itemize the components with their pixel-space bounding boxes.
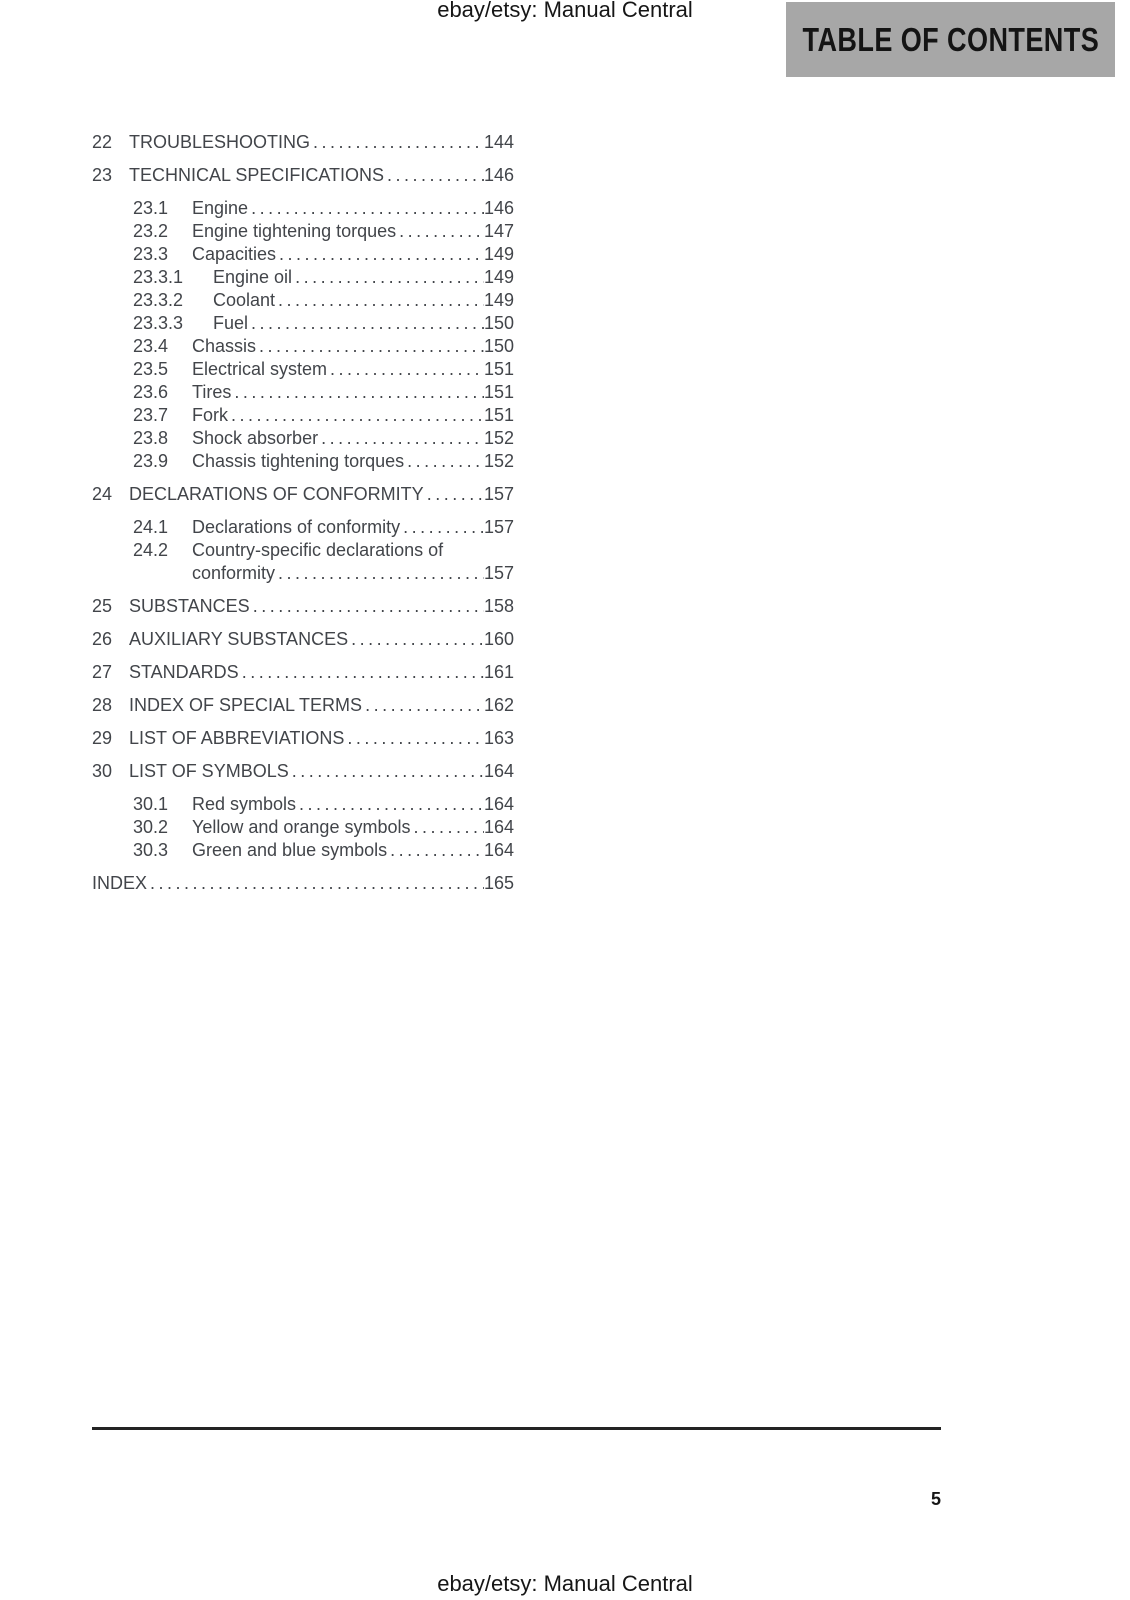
toc-entry-title: Green and blue symbols [192, 840, 388, 860]
toc-entry-page: 144 [483, 132, 514, 152]
toc-entry [92, 727, 514, 750]
toc-entry-page: 151 [483, 382, 514, 402]
toc-entry [92, 760, 514, 783]
toc-dot-leader [318, 427, 484, 450]
toc-dot-leader [275, 289, 484, 312]
toc-entry-title: Yellow and orange symbols [192, 817, 411, 837]
toc-dot-leader [310, 131, 484, 154]
toc-entry-number: 24.2 [133, 540, 169, 560]
toc-dot-leader [248, 197, 484, 220]
toc-entry [92, 450, 514, 473]
toc-entry-page: 161 [483, 662, 514, 682]
toc-entry-number: 23.2 [133, 221, 169, 241]
toc-entry [92, 312, 514, 335]
toc-entry-title: conformity [192, 563, 276, 583]
toc-dot-leader [276, 243, 484, 266]
toc-entry-page: 151 [483, 359, 514, 379]
toc-entry-title: Shock absorber [192, 428, 319, 448]
toc-dot-leader [231, 381, 484, 404]
toc-entry [92, 131, 514, 154]
toc-dot-leader [228, 404, 484, 427]
toc-entry-number: 23.3 [133, 244, 169, 264]
toc-dot-leader [292, 266, 484, 289]
toc-dot-leader [424, 483, 484, 506]
toc-entry [92, 793, 514, 816]
toc-entry-number: 23.3.1 [133, 267, 184, 287]
toc-entry-page: 165 [483, 873, 514, 893]
toc-entry [92, 839, 514, 862]
toc-entry-page: 150 [483, 336, 514, 356]
toc-entry [92, 404, 514, 427]
toc-entry-page: 149 [483, 244, 514, 264]
toc-entry-page: 158 [483, 596, 514, 616]
toc-entry-number: 27 [92, 662, 113, 682]
toc-entry-page: 164 [483, 840, 514, 860]
toc-entry [92, 661, 514, 684]
toc-dot-leader [239, 661, 484, 684]
toc-dot-leader [250, 595, 484, 618]
toc-entry-title: Fuel [213, 313, 249, 333]
toc-dot-leader [256, 335, 484, 358]
toc-entry-number: 22 [92, 132, 113, 152]
toc-entry-number: 23.4 [133, 336, 169, 356]
toc-dot-leader [404, 450, 484, 473]
toc-entry-title: AUXILIARY SUBSTANCES [129, 629, 349, 649]
toc-entry-title: Engine oil [213, 267, 293, 287]
toc-entry-title: Engine [192, 198, 249, 218]
toc-entry-title: Electrical system [192, 359, 328, 379]
toc-entry-page: 157 [483, 484, 514, 504]
toc-entry-page: 151 [483, 405, 514, 425]
toc-entry-title: Chassis tightening torques [192, 451, 405, 471]
page-header-title: ebay/etsy: Manual Central [437, 0, 693, 22]
toc-entry-title: LIST OF SYMBOLS [129, 761, 289, 781]
toc-dot-leader [289, 760, 484, 783]
toc-entry-title: TROUBLESHOOTING [129, 132, 311, 152]
toc-entry-page: 146 [483, 198, 514, 218]
toc-dot-leader [348, 628, 484, 651]
toc-entry-number: 23.7 [133, 405, 169, 425]
toc-dot-leader [344, 727, 484, 750]
toc-entry-number: 25 [92, 596, 113, 616]
toc-entry-page: 152 [483, 451, 514, 471]
toc-entry-title: SUBSTANCES [129, 596, 250, 616]
toc-entry [92, 694, 514, 717]
toc-dot-leader [384, 164, 484, 187]
toc-dot-leader [410, 816, 483, 839]
toc-dot-leader [327, 358, 484, 381]
toc-dot-leader [296, 793, 484, 816]
toc-entry-page: 149 [483, 267, 514, 287]
toc-entry-number: 24.1 [133, 517, 169, 537]
toc-dot-leader [248, 312, 484, 335]
toc-entry-title: STANDARDS [129, 662, 239, 682]
toc-entry-number: 23.8 [133, 428, 169, 448]
toc-entry [92, 539, 514, 585]
toc-entry-title: INDEX OF SPECIAL TERMS [129, 695, 363, 715]
toc-dot-leader [400, 516, 484, 539]
toc-entry-page: 160 [483, 629, 514, 649]
toc-entry-number: 23.1 [133, 198, 169, 218]
toc-entry-page: 164 [483, 794, 514, 814]
toc-entry-number: 28 [92, 695, 113, 715]
toc-entry [92, 483, 514, 506]
toc-entry [92, 243, 514, 266]
toc-entry [92, 358, 514, 381]
toc-dot-leader [396, 220, 484, 243]
toc-entry-page: 157 [483, 563, 514, 583]
toc-entry-title: TECHNICAL SPECIFICATIONS [129, 165, 385, 185]
toc-entry [92, 381, 514, 404]
toc-entry-number: 30.3 [133, 840, 169, 860]
toc-entry-page: 152 [483, 428, 514, 448]
toc-entry-number: 23.6 [133, 382, 169, 402]
toc-entry [92, 197, 514, 220]
toc-entry-number: 26 [92, 629, 113, 649]
toc-entry-number: 30.2 [133, 817, 169, 837]
toc-entry-number: 23 [92, 165, 113, 185]
toc-entry-number: 23.5 [133, 359, 169, 379]
toc-entry-title: Chassis [192, 336, 257, 356]
toc-entry-title: Red symbols [192, 794, 297, 814]
page-number: 5 [930, 1489, 941, 1509]
toc-entry [92, 628, 514, 651]
toc-entry [92, 595, 514, 618]
page-footer-title: ebay/etsy: Manual Central [437, 1571, 693, 1596]
toc-entry [92, 516, 514, 539]
toc-entry-title: INDEX [92, 873, 148, 893]
toc-entry-page: 149 [483, 290, 514, 310]
toc-entry-number: 30.1 [133, 794, 169, 814]
footer-rule [92, 1427, 941, 1430]
toc-entry-number: 23.3.2 [133, 290, 184, 310]
toc-entry-page: 157 [483, 517, 514, 537]
toc-entry-title: Engine tightening torques [192, 221, 397, 241]
toc-entry-page: 162 [483, 695, 514, 715]
toc-entry-page: 150 [483, 313, 514, 333]
toc-entry-title: LIST OF ABBREVIATIONS [129, 728, 345, 748]
toc-entry [92, 266, 514, 289]
toc-entry-page: 164 [483, 761, 514, 781]
toc-dot-leader [147, 872, 484, 895]
toc-entry [92, 220, 514, 243]
chapter-banner-label: TABLE OF CONTENTS [802, 20, 1099, 58]
toc-dot-leader [387, 839, 484, 862]
toc-entry-number: 30 [92, 761, 113, 781]
toc-entry [92, 289, 514, 312]
toc-entry-page: 163 [483, 728, 514, 748]
toc-list [92, 131, 514, 895]
toc-entry-number: 29 [92, 728, 113, 748]
toc-dot-leader [362, 694, 484, 717]
toc-entry-title: Fork [192, 405, 228, 425]
toc-entry-number: 23.9 [133, 451, 169, 471]
toc-dot-leader [275, 562, 484, 585]
toc-entry [92, 335, 514, 358]
toc-entry [92, 816, 514, 839]
toc-entry-page: 147 [483, 221, 514, 241]
toc-entry-number: 23.3.3 [133, 313, 184, 333]
toc-entry-title: Declarations of conformity [192, 517, 401, 537]
toc-entry-title: Capacities [192, 244, 277, 264]
chapter-banner [786, 2, 1115, 77]
toc-entry-title: DECLARATIONS OF CONFORMITY [129, 484, 424, 504]
toc-entry [92, 872, 514, 895]
toc-entry-title: Tires [192, 382, 232, 402]
toc-entry [92, 164, 514, 187]
toc-entry [92, 427, 514, 450]
toc-entry-page: 164 [483, 817, 514, 837]
toc-entry-number: 24 [92, 484, 113, 504]
toc-entry-title: Coolant [213, 290, 276, 310]
toc-entry-title: Country-specific declarations of [192, 540, 444, 560]
toc-entry-page: 146 [483, 165, 514, 185]
